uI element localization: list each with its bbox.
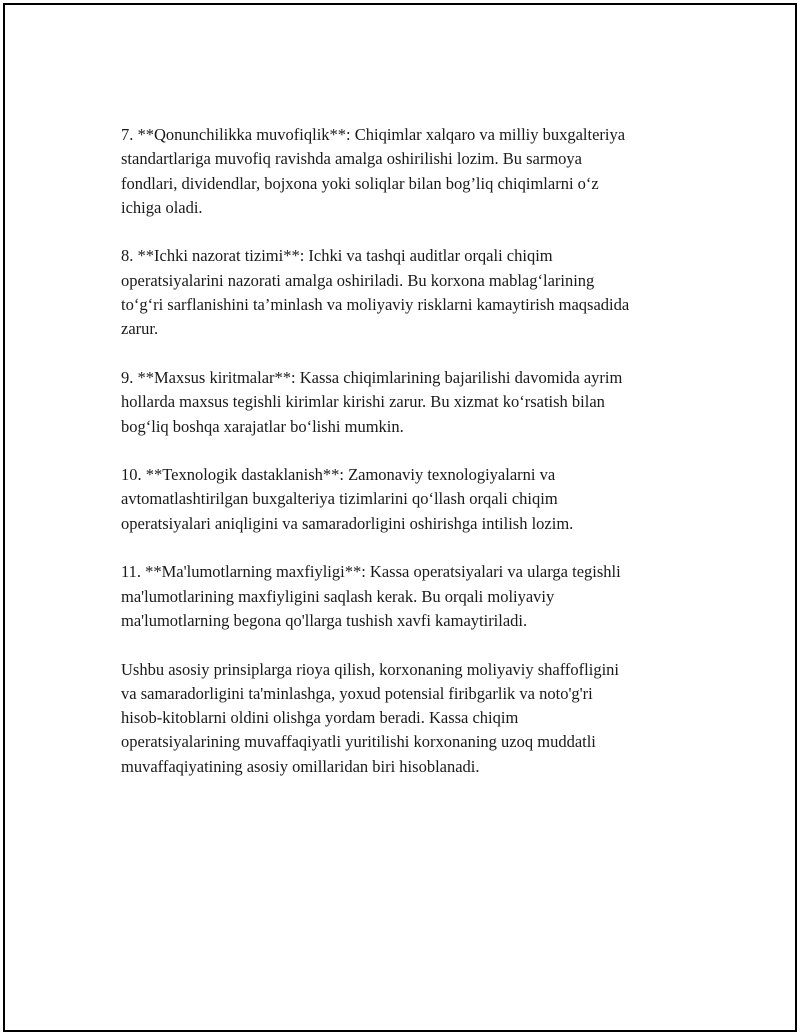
paragraph-conclusion: Ushbu asosiy prinsiplarga rioya qilish, korxonaning moliyaviy shaffofligini va samaradorligini ta'minlashga, yoxud potensial firibgarlik va noto'g'ri hisob-kitoblarni oldini olishga yordam beradi. Kassa chiqim operatsiyalarining muvaffaqiyatli yuritilishi korxonaning uzoq muddatli muvaffaqiyatining asosiy omillaridan biri hisoblanadi. <box>121 659 620 776</box>
paragraph-11-data-confidentiality: 11. **Ma'lumotlarning maxfiyligi**: Kassa operatsiyalari va ularga tegishli ma'lumotlarining maxfiyligini saqlash kerak. Bu orqali moliyaviy ma'lumotlarning begona qo'llarga tushish xavfi kamaytiriladi. <box>121 562 621 630</box>
paragraph-7-legal-compliance: 7. **Qonunchilikka muvofiqlik**: Chiqimlar xalqaro va milliy buxgalteriya standartlariga muvofiq ravishda amalga oshirilishi lozim. Bu sarmoya fondlari, dividendlar, bojxona yoki soliqlar bilan bog’liq chiqimlarni o‘z ichiga oladi. <box>121 125 626 217</box>
page-frame <box>3 3 797 1032</box>
paragraph-10-technology: 10. **Texnologik dastaklanish**: Zamonaviy texnologiyalarni va avtomatlashtirilgan buxgalteriya tizimlarini qo‘llash orqali chiqim operatsiyalari aniqligini va samaradorligini oshirishga intilish lozim. <box>121 465 574 533</box>
paragraph-9-special-entries: 9. **Maxsus kiritmalar**: Kassa chiqimlarining bajarilishi davomida ayrim hollarda maxsus tegishli kirimlar kirishi zarur. Bu xizmat ko‘rsatish bilan bog‘liq boshqa xarajatlar bo‘lishi mumkin. <box>121 367 623 436</box>
page-content <box>121 123 701 803</box>
paragraph-8-internal-control: 8. **Ichki nazorat tizimi**: Ichki va tashqi auditlar orqali chiqim operatsiyalarini nazorati amalga oshiriladi. Bu korxona mablag‘larining to‘g‘ri sarflanishini ta’minlash va moliyaviy risklarni kamaytirish maqsadida zarur. <box>121 246 630 339</box>
